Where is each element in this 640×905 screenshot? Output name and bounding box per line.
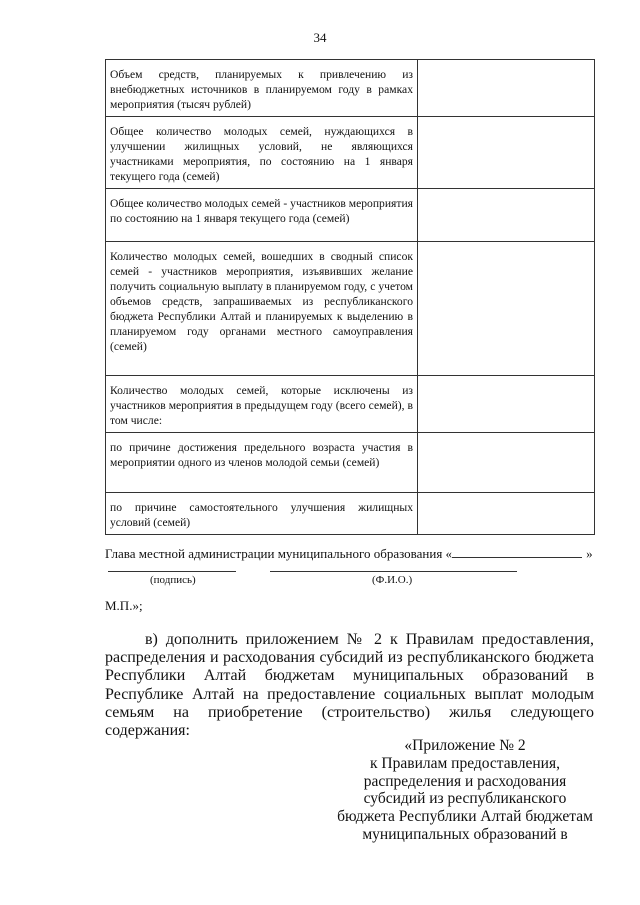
appendix-line: муниципальных образований в (362, 825, 568, 843)
table-row (106, 242, 595, 376)
appendix-line: бюджета Республики Алтай бюджетам (337, 808, 593, 826)
appendix-line: к Правилам предоставления, (370, 754, 560, 772)
appendix-line: «Приложение № 2 (404, 737, 526, 754)
indicators-table (105, 59, 595, 535)
appendix-line: субсидий из республиканского (363, 790, 567, 808)
table-row (106, 493, 595, 535)
amendment-paragraph: в) дополнить приложением № 2 к Правилам предоставления, распределения и расходования субсидий из республиканского бюджета Республики Алтай бюджетам муниципальных образований в Республике Алтай на предоставление социальных выплат молодым семьям на приобретение (строительство) жилья следующего содержания: (105, 631, 594, 740)
signature-block (105, 545, 594, 562)
head-of-administration-label: Глава местной администрации муниципального образования « (105, 546, 453, 561)
page-number: 34 (313, 30, 327, 45)
row-label: по причине самостоятельного улучшения жилищных условий (семей) (106, 493, 418, 535)
appendix-line: распределения и расходования (363, 772, 567, 790)
table-row (106, 117, 595, 189)
row-label: Общее количество молодых семей - участников мероприятия по состоянию на 1 января текущего года (семей) (106, 189, 418, 242)
table-row (106, 376, 595, 433)
row-value (418, 189, 595, 242)
table-row (106, 433, 595, 493)
row-value (418, 376, 595, 433)
municipality-name-blank (452, 545, 582, 558)
row-value (418, 117, 595, 189)
row-label: Количество молодых семей, вошедших в сводный список семей - участников мероприятия, изъявивших желание получить социальную выплату в планируемом году, с учетом объемов средств, запрашиваемых из республиканского бюджета Республики Алтай и планируемых к выделению в планируемом году органами местного самоуправления (семей) (106, 242, 418, 376)
table-row (106, 60, 595, 117)
table-row (106, 189, 595, 242)
row-value (418, 242, 595, 376)
row-label: Количество молодых семей, которые исключены из участников мероприятия в предыдущем году (всего семей), в том числе: (106, 376, 418, 433)
appendix-heading (330, 737, 600, 844)
row-value (418, 493, 595, 535)
signature-rule (108, 571, 236, 572)
row-value (418, 433, 595, 493)
row-label: по причине достижения предельного возраста участия в мероприятии одного из членов молодой семьи (семей) (106, 433, 418, 493)
stamp-place-label: М.П.»; (105, 598, 143, 613)
row-value (418, 60, 595, 117)
closing-quote: » (586, 546, 593, 561)
signature-caption: (подпись) (150, 574, 196, 586)
name-caption: (Ф.И.О.) (372, 574, 413, 586)
row-label: Объем средств, планируемых к привлечению из внебюджетных источников в планируемом году в рамках мероприятия (тысяч рублей) (106, 60, 418, 117)
row-label: Общее количество молодых семей, нуждающихся в улучшении жилищных условий, не являющихся участниками мероприятия, по состоянию на 1 января текущего года (семей) (106, 117, 418, 189)
name-rule (270, 571, 517, 572)
